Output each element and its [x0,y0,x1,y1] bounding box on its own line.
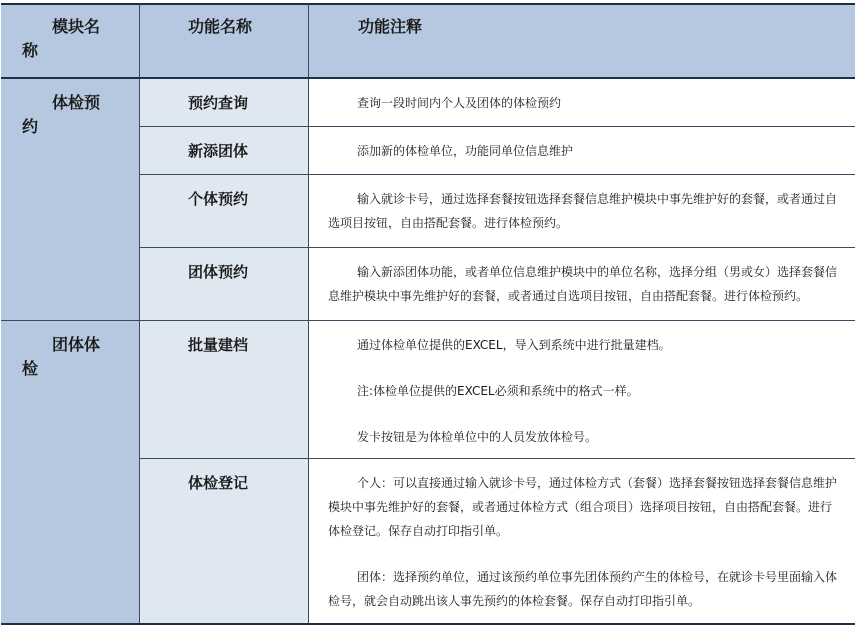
function-cell [140,248,309,320]
description-cell [309,175,855,247]
header-description-label: 功能注释 [358,17,423,36]
description-text: 个人：可以直接通过输入就诊卡号，通过体检方式（套餐）选择套餐按钮选择套餐信息维护模块中事先维护好的套餐，或者通过体检方式（组合项目）选择项目按钮，自由搭配套餐。进行体检登记。保存自动打印指引单。 [328,476,838,538]
function-table [1,3,855,625]
header-cell-function [140,5,309,77]
function-name: 团体预约 [188,263,249,281]
header-cell-description [309,5,855,77]
function-name: 体检登记 [188,474,249,492]
module-cell-group-exam [1,321,140,623]
function-name: 新添团体 [188,142,249,160]
module-cell-appointment [1,79,140,321]
function-name: 批量建档 [188,336,249,354]
function-cell [140,127,309,174]
table-row [140,248,855,321]
module-label: 团体体检 [22,335,101,378]
description-text: 通过体检单位提供的EXCEL，导入到系统中进行批量建档。 [357,338,671,352]
function-name: 个体预约 [188,190,249,208]
description-cell [309,79,855,126]
description-text: 输入就诊卡号，通过选择套餐按钮选择套餐信息维护模块中事先维护好的套餐，或者通过自选项目按钮，自由搭配套餐。进行体检预约。 [328,192,838,230]
table-row [140,459,855,623]
table-row [140,127,855,175]
function-cell [140,321,309,458]
description-text: 查询一段时间内个人及团体的体检预约 [357,96,562,110]
table-row [140,175,855,248]
description-text: 团体：选择预约单位，通过该预约单位事先团体预约产生的体检号，在就诊卡号里面输入体检号，就会自动跳出该人事先预约的体检套餐。保存自动打印指引单。 [328,570,838,608]
function-cell [140,459,309,623]
description-text: 添加新的体检单位，功能同单位信息维护 [357,144,574,158]
table-row [140,321,855,459]
function-name: 预约查询 [188,94,249,112]
table-row [140,79,855,127]
header-module-label: 模块名称 [22,17,101,60]
description-cell [309,248,855,320]
description-cell [309,459,855,623]
description-text: 输入新添团体功能，或者单位信息维护模块中的单位名称，选择分组（男或女）选择套餐信息维护模块中事先维护好的套餐，或者通过自选项目按钮，自由搭配套餐。进行体检预约。 [328,265,838,303]
function-cell [140,79,309,126]
module-label: 体检预约 [22,93,101,136]
description-cell [309,127,855,174]
description-cell [309,321,855,458]
function-cell [140,175,309,247]
table-header-row [1,5,855,79]
header-cell-module [1,5,140,77]
description-text: 发卡按钮是为体检单位中的人员发放体检号。 [357,430,598,444]
header-function-label: 功能名称 [188,17,253,36]
description-text: 注:体检单位提供的EXCEL必须和系统中的格式一样。 [357,384,639,398]
